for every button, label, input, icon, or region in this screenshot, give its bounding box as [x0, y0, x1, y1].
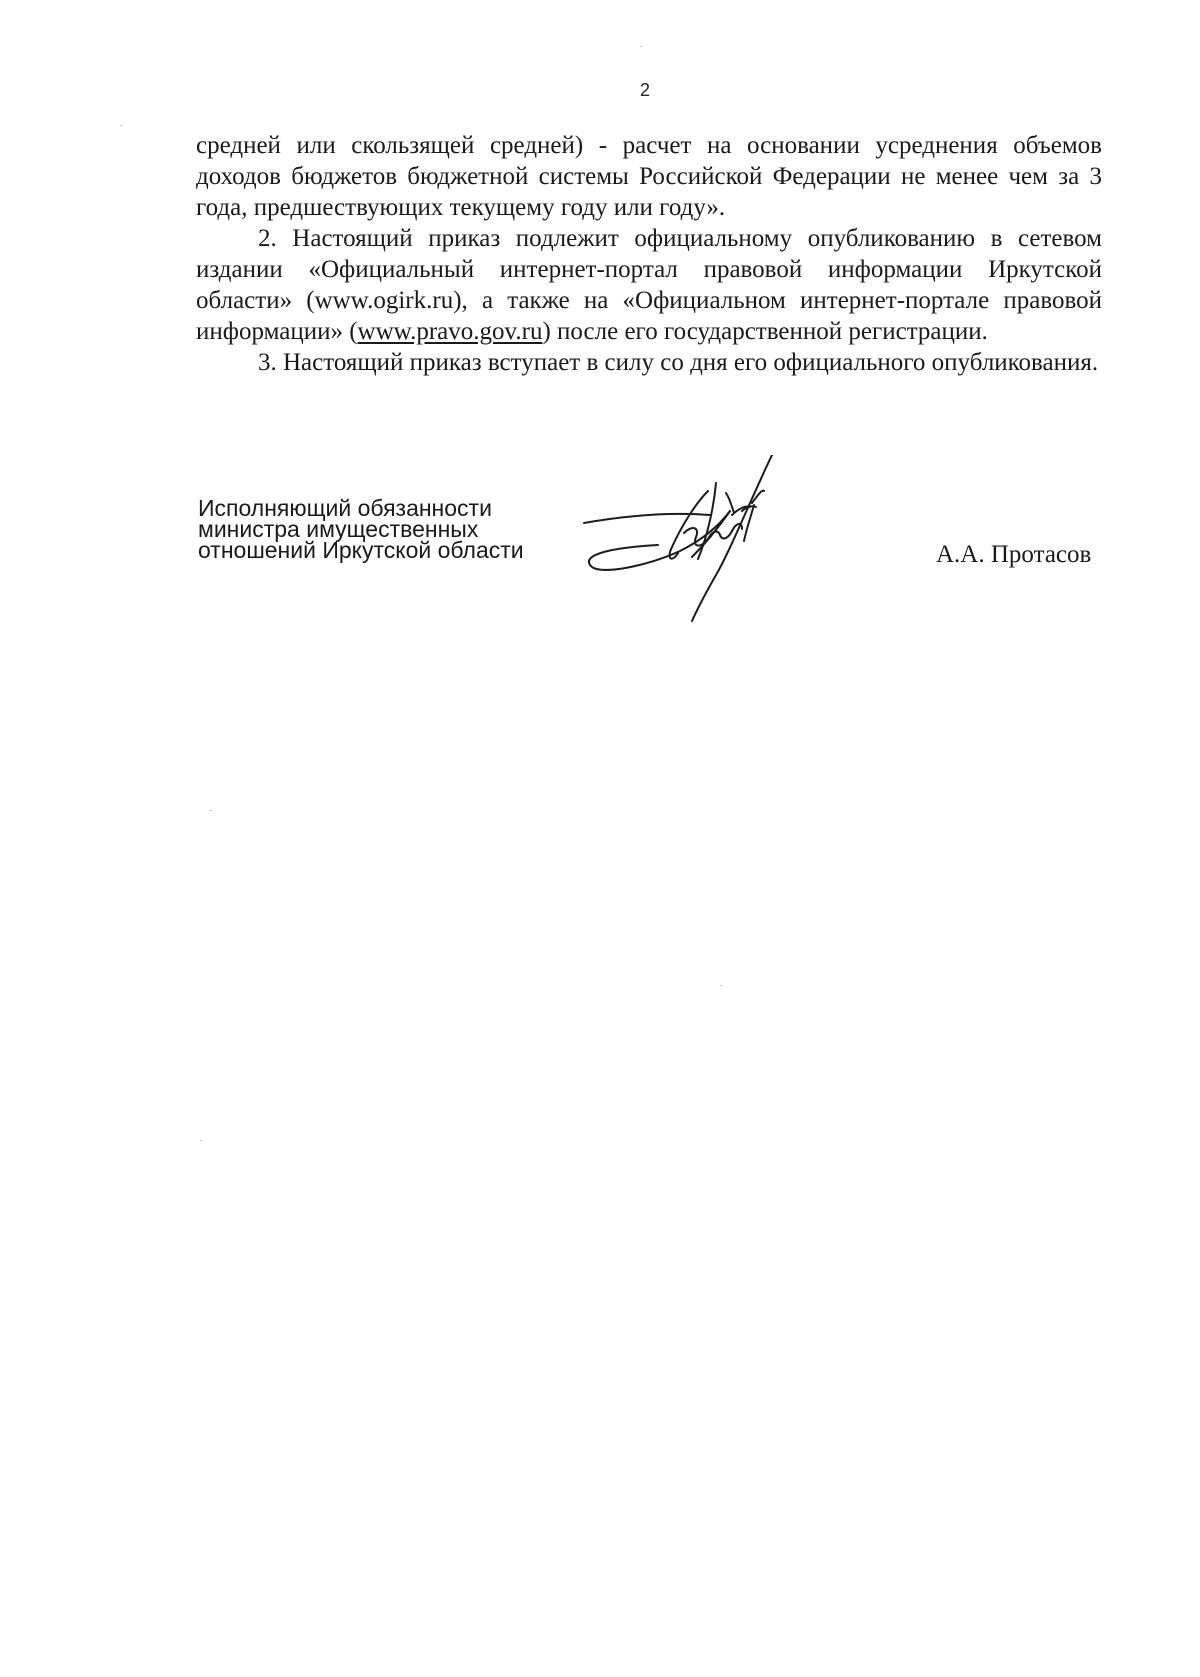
scan-speck [200, 1140, 202, 1141]
page-number: 2 [639, 80, 650, 100]
scan-speck [120, 125, 122, 126]
signatory-position [198, 495, 524, 563]
paragraph-2-text-start: 2. Настоящий приказ подлежит официальному опубликованию в сетевом издании «Официальный интернет-портал правовой информации Иркутской области» (www.ogirk.ru), а также на «Официальном интернет-портале правовой информации» ( [196, 225, 1102, 345]
position-line-1: Исполняющий обязанности [198, 495, 492, 521]
position-line-3: отношений Иркутской области [198, 537, 524, 563]
scan-speck [640, 46, 642, 47]
signer-name: А.А. Протасов [936, 541, 1092, 568]
scan-speck [210, 810, 212, 811]
pravo-gov-link[interactable]: www.pravo.gov.ru [357, 318, 543, 345]
paragraph-2-text-end: ) после его государственной регистрации. [542, 318, 988, 345]
document-body [196, 130, 1102, 378]
scan-speck [720, 985, 722, 986]
paragraph-2 [196, 223, 1102, 347]
paragraph-continuation: средней или скользящей средней) - расчет на основании усреднения объемов доходов бюджетов бюджетной системы Российской Федерации не менее чем за 3 года, предшествующих текущему году или году». [196, 132, 1102, 221]
paragraph-3: 3. Настоящий приказ вступает в силу со дня его официального опубликования. [258, 349, 1099, 376]
position-line-2: министра имущественных [198, 516, 479, 542]
handwritten-signature [580, 455, 820, 625]
